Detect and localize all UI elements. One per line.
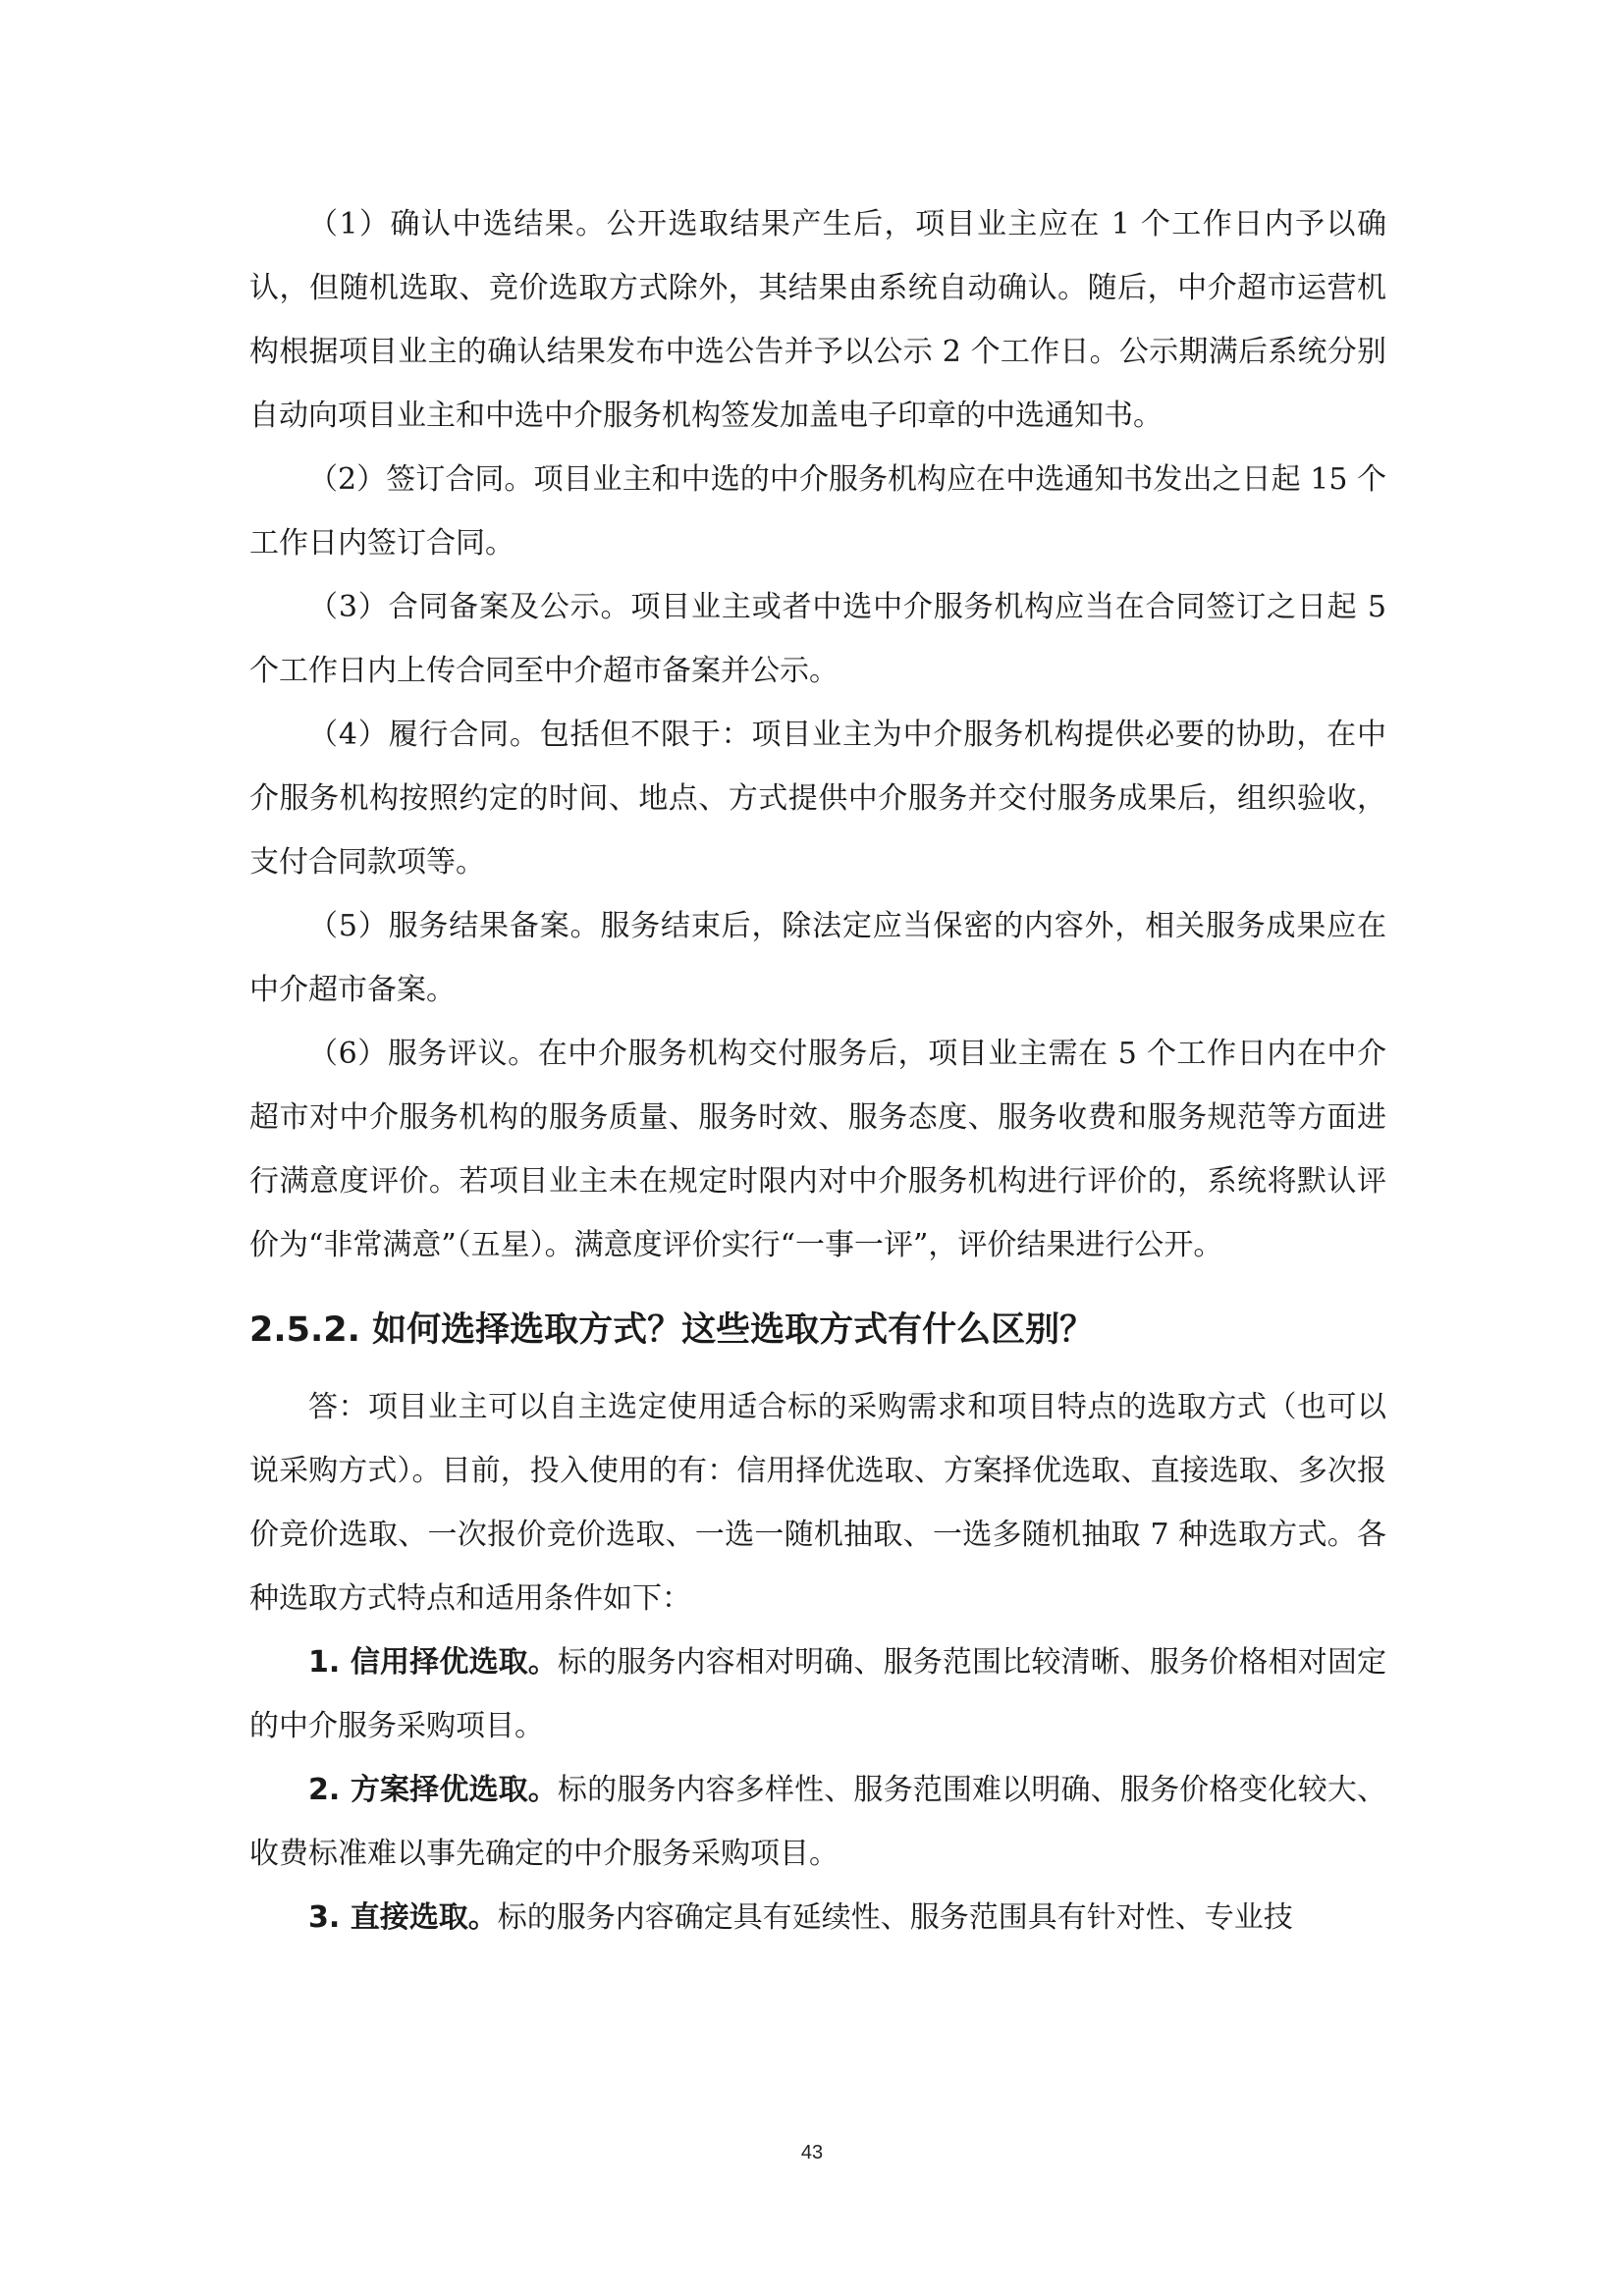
list-item-credit-selection <box>249 1630 1386 1758</box>
page-number: 43 <box>800 2142 824 2163</box>
paragraph-confirm-result: （1）确认中选结果。公开选取结果产生后，项目业主应在 1 个工作日内予以确认，但随机选取、竞价选取方式除外，其结果由系统自动确认。随后，中介超市运营机构根据项目业主的确认结果发布中选公告并予以公示 2 个工作日。公示期满后系统分别自动向项目业主和中选中介服务机构签发加盖电子印章的中选通知书。 <box>249 207 1386 433</box>
paragraph-answer: 答：项目业主可以自主选定使用适合标的采购需求和项目特点的选取方式（也可以说采购方式）。目前，投入使用的有：信用择优选取、方案择优选取、直接选取、多次报价竞价选取、一次报价竞价选取、一选一随机抽取、一选多随机抽取 7 种选取方式。各种选取方式特点和适用条件如下： <box>249 1390 1386 1616</box>
paragraph-perform-contract: （4）履行合同。包括但不限于：项目业主为中介服务机构提供必要的协助，在中介服务机构按照约定的时间、地点、方式提供中介服务并交付服务成果后，组织验收，支付合同款项等。 <box>249 718 1386 880</box>
paragraph-sign-contract: （2）签订合同。项目业主和中选的中介服务机构应在中选通知书发出之日起 15 个工作日内签订合同。 <box>249 462 1386 561</box>
list-item-plan-selection <box>249 1758 1386 1886</box>
paragraph-result-filing: （5）服务结果备案。服务结束后，除法定应当保密的内容外，相关服务成果应在中介超市备案。 <box>249 909 1386 1007</box>
list-item-lead: 3. 直接选取。 <box>308 1900 498 1935</box>
list-item-text: 标的服务内容多样性、服务范围难以明确、服务价格变化较大、收费标准难以事先确定的中介服务采购项目。 <box>249 1773 1386 1871</box>
paragraph-service-review: （6）服务评议。在中介服务机构交付服务后，项目业主需在 5 个工作日内在中介超市对中介服务机构的服务质量、服务时效、服务态度、服务收费和服务规范等方面进行满意度评价。若项目业主未在规定时限内对中介服务机构进行评价的，系统将默认评价为“非常满意”（五星）。满意度评价实行“一事一评”，评价结果进行公开。 <box>249 1037 1386 1262</box>
page-content <box>249 192 1386 1949</box>
list-item-lead: 2. 方案择优选取。 <box>308 1773 558 1807</box>
paragraph-contract-filing: （3）合同备案及公示。项目业主或者中选中介服务机构应当在合同签订之日起 5 个工作日内上传合同至中介超市备案并公示。 <box>249 590 1386 688</box>
list-item-text: 标的服务内容相对明确、服务范围比较清晰、服务价格相对固定的中介服务采购项目。 <box>249 1645 1386 1743</box>
section-heading: 2.5.2. 如何选择选取方式？这些选取方式有什么区别？ <box>249 1310 1095 1350</box>
list-item-direct-selection <box>249 1886 1386 1949</box>
list-item-lead: 1. 信用择优选取。 <box>308 1645 558 1680</box>
list-item-text: 标的服务内容确定具有延续性、服务范围具有针对性、专业技 <box>497 1900 1293 1935</box>
